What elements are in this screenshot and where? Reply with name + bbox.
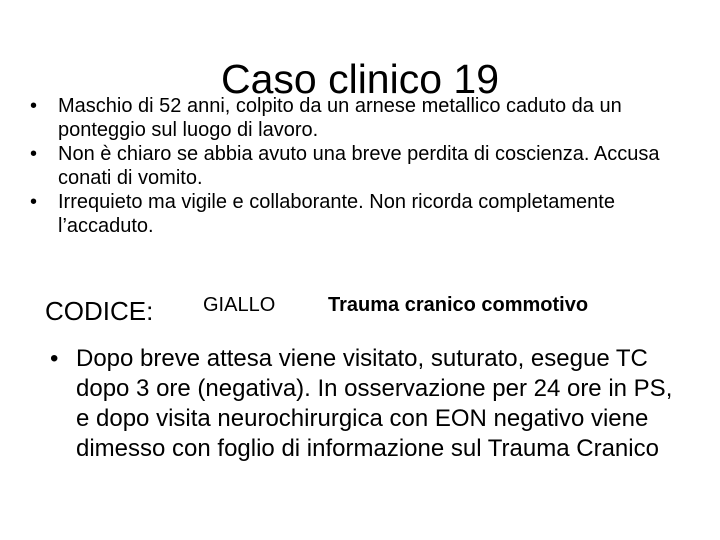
- bullet-icon: •: [30, 143, 38, 165]
- bullet-icon: •: [50, 345, 59, 372]
- list-item: [30, 94, 690, 142]
- diagnosis-text: Trauma cranico commotivo: [328, 294, 589, 316]
- triage-code-row: [0, 294, 720, 328]
- list-item: [30, 190, 690, 238]
- list-item-text: Dopo breve attesa viene visitato, suturato, esegue TC dopo 3 ore (negativa). In osservazione per 24 ore in PS, e dopo visita neurochirurgica con EON negativo viene dimesso con foglio di informazione sul Trauma Cranico: [76, 345, 673, 462]
- triage-code-value: GIALLO: [203, 294, 276, 316]
- list-item: [50, 344, 690, 464]
- outcome-list: [50, 344, 690, 464]
- list-item: [30, 142, 690, 190]
- case-details-list: [30, 94, 690, 238]
- bullet-icon: •: [30, 95, 38, 117]
- slide-title: Caso clinico 19: [220, 56, 500, 103]
- triage-code-label: CODICE:: [45, 296, 154, 326]
- bullet-icon: •: [30, 191, 38, 213]
- list-item-text: Non è chiaro se abbia avuto una breve perdita di coscienza. Accusa conati di vomito.: [58, 143, 660, 189]
- list-item-text: Irrequieto ma vigile e collaborante. Non ricorda completamente l’accaduto.: [58, 191, 615, 237]
- list-item-text: Maschio di 52 anni, colpito da un arnese metallico caduto da un ponteggio sul luogo di lavoro.: [58, 95, 622, 141]
